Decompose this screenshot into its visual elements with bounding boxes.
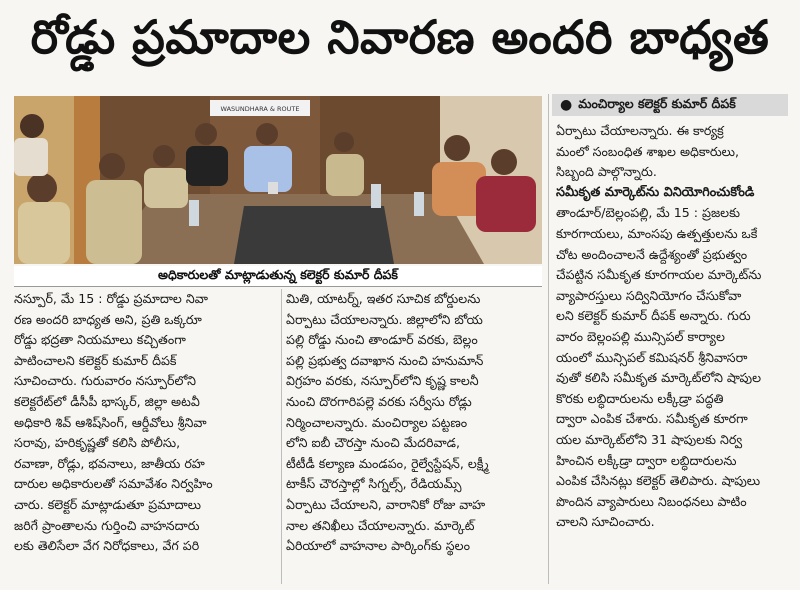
text-line: నస్పూర్, మే 15 : రోడ్డు ప్రమాదాల నివా [14,291,208,306]
text-line: సరావు, హరికృష్ణతో కలిసి పోలీసు, [14,435,181,451]
text-line: టీటీడీ కల్యాణ మండపం, రైల్వేస్టేషన్, లక్ష్మీ [286,455,489,471]
byline [552,94,788,116]
text-line: యంలో మున్సిపల్ కమిషనర్ శ్రీనివాసరా [556,349,748,365]
text-line: రణ అందరి బాధ్యత అని, ప్రతి ఒక్కరూ [14,311,202,327]
text-line: లని కలెక్టర్ కుమార్ దీపక్ అన్నారు. గురు [556,308,751,324]
text-line: చారు. కలెక్టర్ మాట్లాడుతూ ప్రమాదాలు [14,496,201,512]
text-line: విగ్రహం వరకు, నస్పూర్‌లోని కృష్ణ కాలనీ [286,373,479,389]
text-line: టాకీస్ చౌరస్తాల్లో సిగ్నల్స్, రేడియమ్స్ [286,476,462,492]
text-line: ఏరియాలో వాహనాల పార్కింగ్‌కు స్థలం [286,538,470,554]
subheading: సమీకృత మార్కెట్‌ను వినియోగించుకోండి [556,184,755,200]
text-line: రవాణా, రోడ్లు, భవనాలు, జాతీయ రహ [14,455,205,471]
text-line: పల్లి రోడ్డు నుంచి తాండూర్ వరకు, బెల్లం [286,332,478,348]
text-line: వారం బెల్లంపల్లి మున్సిపల్ కార్యాల [556,328,725,344]
text-line: మంలో సంబంధిత శాఖల అధికారులు, [556,143,739,159]
text-line: ఎంపిక చేసినట్లు కలెక్టర్ తెలిపారు. షాపులు [556,473,761,489]
text-line: పల్లి ప్రభుత్వ దవాఖాన నుంచి హనుమాన్ [286,352,484,368]
article-column-2 [286,289,544,557]
text-line: రోడ్డు భద్రతా నియమాలు కచ్చితంగా [14,332,186,348]
text-line: పాటించాలని కలెక్టర్ కుమార్ దీపక్ [14,352,177,368]
text-line: సూచించారు. గురువారం నస్పూర్‌లోని [14,373,196,389]
photo-caption: అధికారులతో మాట్లాడుతున్న కలెక్టర్ కుమార్ దీపక్ [14,266,542,287]
text-line: ఏర్పాటు చేయాలన్నారు. ఈ కార్యక్ర [556,123,724,138]
text-line: చేపట్టిన సమీకృత కూరగాయల మార్కెట్‌ను [556,267,762,283]
text-line: యల మార్కెట్‌లోని 31 షాపులకు నిర్వ [556,431,743,447]
article-column-3 [556,121,792,533]
text-line: వుతో కలిసి సమీకృత మార్కెట్‌లోని షాపుల [556,370,762,386]
article-column-1 [14,289,278,557]
text-line: జరిగే ప్రాంతాలను గుర్తించి వాహనదారు [14,517,200,533]
text-line: అధికారి శివ్ ఆశిష్‌సింగ్, ఆర్డీవోలు శ్రీనివా [14,414,207,430]
text-line: ఏర్పాటు చేయాలన్నారు. జిల్లాలోని బోయ [286,311,483,327]
bullet-icon: ● [560,97,573,113]
text-line: చోట అందించాలనే ఉద్దేశ్యంతో ప్రభుత్వం [556,246,748,262]
text-line: వ్యాపారస్తులు సద్వినియోగం చేసుకోవా [556,287,742,303]
meeting-photo [14,96,542,264]
text-line: తాండూర్/బెల్లంపల్లి, మే 15 : ప్రజలకు [556,205,741,221]
text-line: నాల తనిఖీలు చేయాలన్నారు. మార్కెట్ [286,517,475,533]
text-line: చాలని సూచించారు. [556,514,655,530]
text-line: నిర్మించాలన్నారు. మంచిర్యాల పట్టణం [286,414,468,430]
text-line: కలెక్టరేట్‌లో డీసీపీ భాస్కర్, జిల్లా అటవీ [14,393,200,409]
text-line: ద్వారా ఎంపిక చేశారు. సమీకృత కూరగా [556,411,748,427]
text-line: లకు తెలిసేలా వేగ నిరోధకాలు, వేగ పరి [14,538,200,554]
text-line: సిబ్బంది పాల్గొన్నారు. [556,164,657,180]
text-line: కూరగాయలు, మాంసపు ఉత్పత్తులను ఒకే [556,225,758,241]
text-line: ఏర్పాటు చేయాలని, వారానికో రోజు వాహ [286,496,486,512]
text-line: పొందిన వ్యాపారులు నిబంధనలు పాటిం [556,493,747,509]
wall-banner-text: WASUNDHARA & ROUTE [220,105,300,113]
text-line: మితి, యాటర్న్, ఇతర సూచిక బోర్డులను [286,291,481,306]
headline: రోడ్డు ప్రమాదాల నివారణ అందరి బాధ్యత [30,10,770,64]
column-divider [281,289,282,584]
text-line: హించిన లక్కీడ్రా ద్వారా లబ్ధిదారులను [556,452,737,468]
text-line: లోని ఐబీ చౌరస్తా నుంచి మేదరివాడ, [286,435,460,451]
text-line: కొరకు లబ్ధిదారులను లక్కీడ్రా పద్ధతి [556,390,724,406]
byline-text: మంచిర్యాల కలెక్టర్ కుమార్ దీపక్ [578,95,736,111]
column-divider [548,94,549,584]
text-line: నుంచి దొరగారిపల్లె వరకు సర్వీసు రోడ్లు [286,393,472,409]
text-line: దారుల అధికారులతో సమావేశం నిర్వహిం [14,476,213,492]
